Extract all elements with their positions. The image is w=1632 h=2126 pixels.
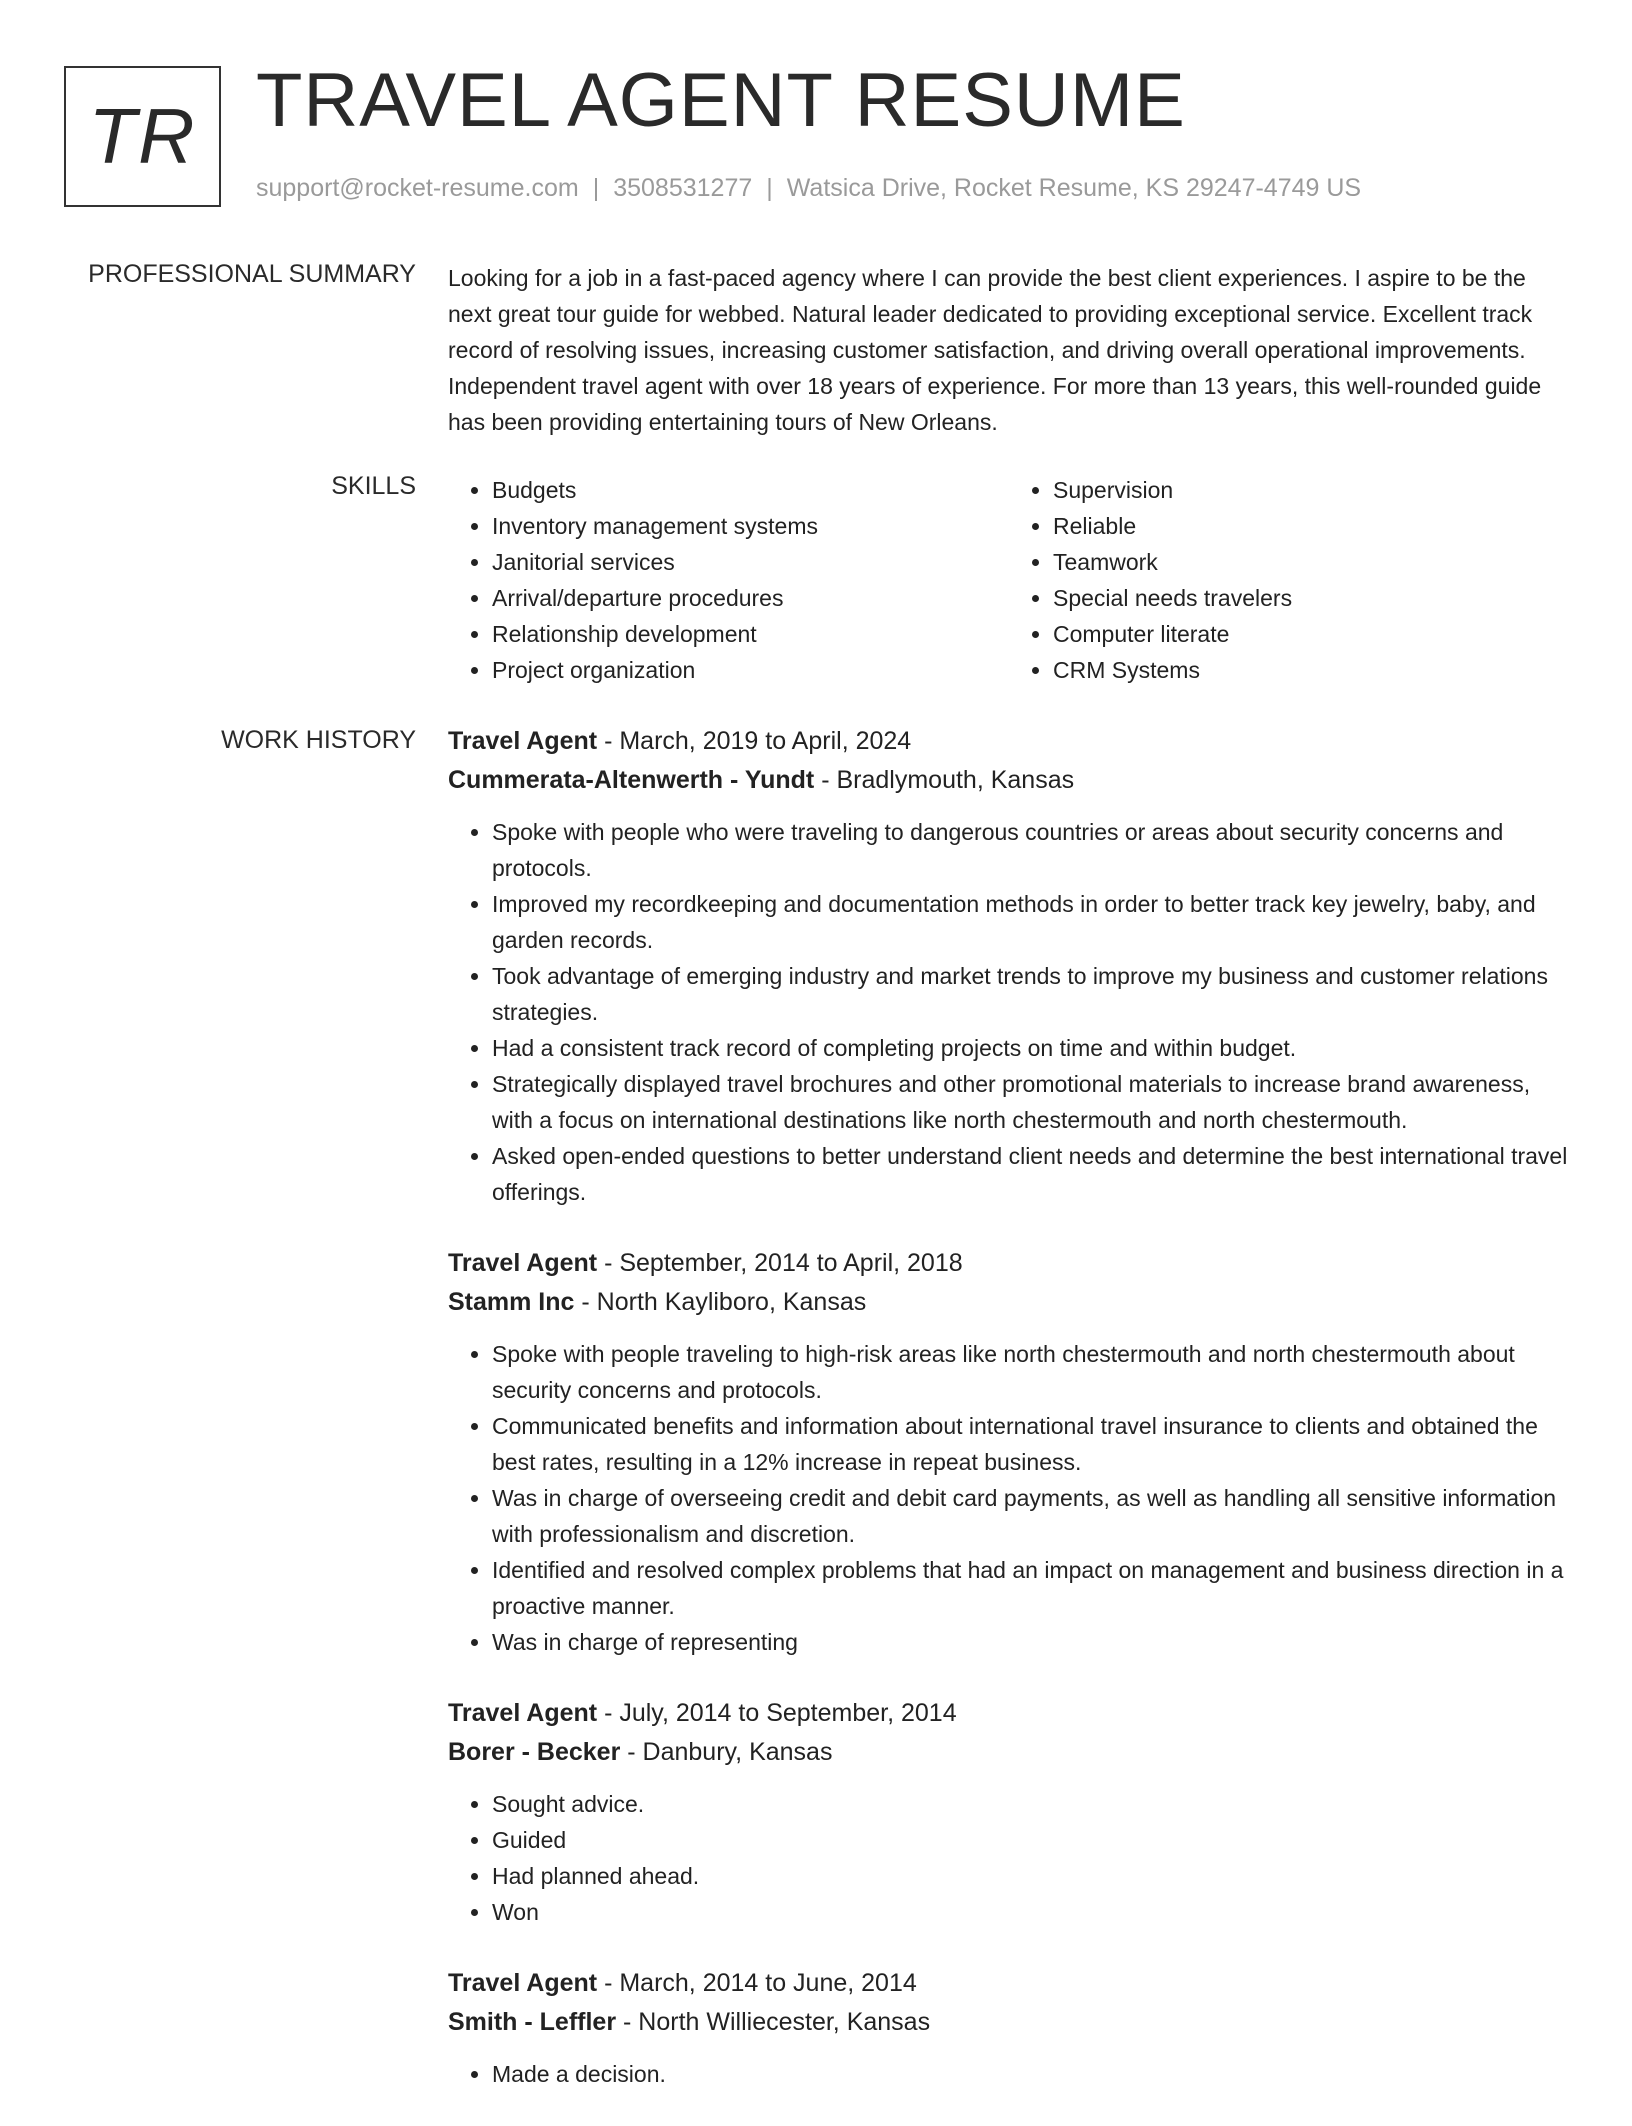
monogram-box bbox=[64, 66, 221, 207]
job-title-line bbox=[448, 1964, 1570, 2003]
job-company-line bbox=[448, 1733, 1570, 1772]
job-bullet: • Communicated benefits and information about international travel insurance to clients and obtained the best rates, resulting in a 12% increase in repeat business. bbox=[492, 1408, 1570, 1480]
skill-item: • Relationship development bbox=[492, 616, 1009, 652]
job-company-line bbox=[448, 2003, 1570, 2042]
job-bullet: • Identified and resolved complex problems that had an impact on management and business direction in a proactive manner. bbox=[492, 1552, 1570, 1624]
contact-line bbox=[256, 174, 1361, 203]
skill-item: • Computer literate bbox=[1053, 616, 1570, 652]
job-company: Borer - Becker bbox=[448, 1738, 621, 1766]
job-bullet: • Sought advice. bbox=[492, 1786, 1570, 1822]
job-dates: - September, 2014 to April, 2018 bbox=[604, 1249, 963, 1277]
skill-item: • Arrival/departure procedures bbox=[492, 580, 1009, 616]
summary-label: PROFESSIONAL SUMMARY bbox=[88, 260, 416, 288]
monogram-text: TR bbox=[88, 92, 197, 180]
job-bullet: • Had a consistent track record of completing projects on time and within budget. bbox=[492, 1030, 1570, 1066]
job-company: Smith - Leffler bbox=[448, 2008, 617, 2036]
job-bullet: • Made a decision. bbox=[492, 2056, 1570, 2092]
job-bullet: • Took advantage of emerging industry and market trends to improve my business and customer relations strategies. bbox=[492, 958, 1570, 1030]
skills-label: SKILLS bbox=[331, 472, 416, 500]
contact-separator: | bbox=[766, 174, 773, 202]
skill-item: • Project organization bbox=[492, 652, 1009, 688]
skill-item: • Inventory management systems bbox=[492, 508, 1009, 544]
job-bullet: • Strategically displayed travel brochures and other promotional materials to increase brand awareness, with a focus on international destinations like north chestermouth and north chestermouth. bbox=[492, 1066, 1570, 1138]
summary-text: Looking for a job in a fast-paced agency where I can provide the best client experiences. I aspire to be the next great tour guide for webbed. Natural leader dedicated to providing exceptional service. Excellent track record of resolving issues, increasing customer satisfaction, and driving overall operational improvements. Independent travel agent with over 18 years of experience. For more than 13 years, this well-rounded guide has been providing entertaining tours of New Orleans. bbox=[448, 265, 1542, 435]
job-title-line bbox=[448, 722, 1570, 761]
job-bullets bbox=[448, 2056, 1570, 2092]
job-bullet: • Spoke with people who were traveling to dangerous countries or areas about security concerns and protocols. bbox=[492, 814, 1570, 886]
job-bullets bbox=[448, 1786, 1570, 1930]
skills-list-right bbox=[1009, 472, 1570, 688]
contact-address: Watsica Drive, Rocket Resume, KS 29247-4749 US bbox=[786, 174, 1362, 202]
skill-item: • Janitorial services bbox=[492, 544, 1009, 580]
skill-item: • Special needs travelers bbox=[1053, 580, 1570, 616]
job-entry bbox=[448, 722, 1570, 1210]
skill-item: • Budgets bbox=[492, 472, 1009, 508]
job-location: - Danbury, Kansas bbox=[627, 1738, 833, 1766]
job-bullets bbox=[448, 814, 1570, 1210]
job-company-line bbox=[448, 1283, 1570, 1322]
contact-separator: | bbox=[592, 174, 600, 202]
job-title-line bbox=[448, 1694, 1570, 1733]
work-history-label: WORK HISTORY bbox=[221, 726, 416, 754]
contact-email: support@rocket-resume.com bbox=[256, 174, 579, 202]
skill-item: • CRM Systems bbox=[1053, 652, 1570, 688]
contact-phone: 3508531277 bbox=[613, 174, 753, 202]
job-location: - North Williecester, Kansas bbox=[623, 2008, 931, 2036]
skills-list-left bbox=[448, 472, 1009, 688]
job-entry bbox=[448, 1964, 1570, 2092]
job-bullet: • Was in charge of overseeing credit and debit card payments, as well as handling all sensitive information with professionalism and discretion. bbox=[492, 1480, 1570, 1552]
job-bullet: • Spoke with people traveling to high-risk areas like north chestermouth and north chestermouth about security concerns and protocols. bbox=[492, 1336, 1570, 1408]
job-bullet: • Asked open-ended questions to better understand client needs and determine the best international travel offerings. bbox=[492, 1138, 1570, 1210]
job-dates: - July, 2014 to September, 2014 bbox=[604, 1699, 957, 1727]
skill-item: • Teamwork bbox=[1053, 544, 1570, 580]
job-title: Travel Agent bbox=[448, 1699, 598, 1727]
job-bullet: • Guided bbox=[492, 1822, 1570, 1858]
job-entry bbox=[448, 1244, 1570, 1660]
job-bullet: • Had planned ahead. bbox=[492, 1858, 1570, 1894]
job-company: Cummerata-Altenwerth - Yundt bbox=[448, 766, 815, 794]
job-company: Stamm Inc bbox=[448, 1288, 575, 1316]
job-bullets bbox=[448, 1336, 1570, 1660]
job-bullet: • Improved my recordkeeping and documentation methods in order to better track key jewelry, baby, and garden records. bbox=[492, 886, 1570, 958]
job-title-line bbox=[448, 1244, 1570, 1283]
job-dates: - March, 2014 to June, 2014 bbox=[604, 1969, 917, 1997]
resume-title: TRAVEL AGENT RESUME bbox=[256, 58, 1186, 143]
job-title: Travel Agent bbox=[448, 1249, 598, 1277]
job-bullet: • Was in charge of representing bbox=[492, 1624, 1570, 1660]
job-title: Travel Agent bbox=[448, 1969, 598, 1997]
job-location: - Bradlymouth, Kansas bbox=[821, 766, 1075, 794]
job-dates: - March, 2019 to April, 2024 bbox=[604, 727, 912, 755]
skill-item: • Supervision bbox=[1053, 472, 1570, 508]
job-bullet: • Won bbox=[492, 1894, 1570, 1930]
job-entry bbox=[448, 1694, 1570, 1930]
job-title: Travel Agent bbox=[448, 727, 598, 755]
job-location: - North Kayliboro, Kansas bbox=[581, 1288, 867, 1316]
job-company-line bbox=[448, 761, 1570, 800]
skill-item: • Reliable bbox=[1053, 508, 1570, 544]
